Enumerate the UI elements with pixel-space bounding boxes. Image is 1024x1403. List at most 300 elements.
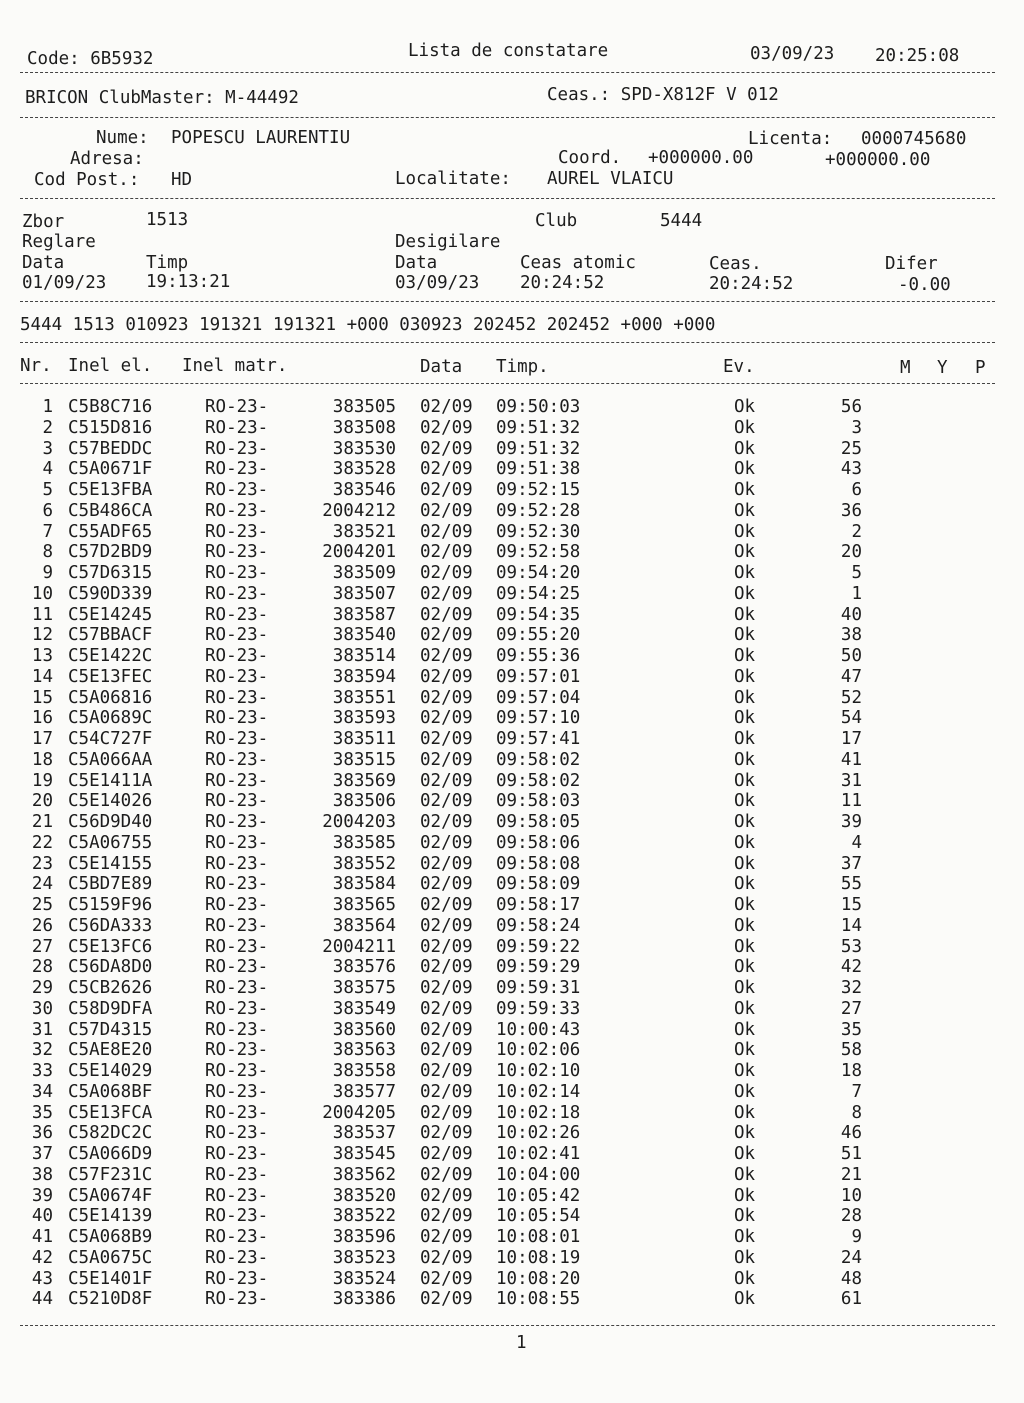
row-number: 38	[31, 1164, 53, 1185]
arrival-date: 02/09	[420, 1061, 473, 1081]
row-number: 33	[31, 1061, 53, 1081]
ring-prefix: RO-23-	[205, 936, 269, 957]
ring-electronic: C5A066AA	[68, 749, 153, 770]
ring-number: 383546	[332, 480, 396, 500]
row-number: 25	[31, 895, 53, 915]
ring-number: 2004205	[322, 1102, 396, 1123]
ring-electronic: C5E13FCA	[68, 1102, 153, 1123]
arrival-date: 02/09	[420, 1164, 473, 1185]
arrival-time: 09:57:10	[496, 708, 581, 729]
event-status: Ok	[734, 770, 756, 791]
row-number: 28	[31, 957, 53, 978]
arrival-date: 02/09	[420, 1019, 473, 1040]
ring-prefix: RO-23-	[205, 1185, 269, 1206]
ring-electronic: C5AE8E20	[68, 1040, 153, 1061]
event-status: Ok	[734, 1247, 756, 1268]
arrival-time: 09:54:35	[496, 604, 581, 625]
arrival-time: 09:57:04	[496, 687, 581, 708]
arrival-date: 02/09	[420, 417, 473, 438]
ring-prefix: RO-23-	[205, 687, 269, 708]
ring-electronic: C5E14245	[68, 604, 153, 625]
col-header-data: Data	[420, 357, 463, 377]
timp-label: Timp	[146, 253, 189, 273]
event-status: Ok	[734, 646, 756, 666]
position: 51	[840, 1144, 862, 1164]
coord-value-2: +000000.00	[825, 150, 931, 170]
col-header-ev: Ev.	[723, 357, 755, 377]
position: 32	[840, 978, 862, 998]
arrival-time: 09:59:29	[496, 957, 581, 978]
ring-electronic: C5A06755	[68, 832, 153, 853]
ring-electronic: C5A06816	[68, 687, 153, 708]
col-header-nr: Nr.	[20, 356, 52, 376]
ring-prefix: RO-23-	[205, 874, 269, 895]
arrival-date: 02/09	[420, 397, 473, 417]
position: 54	[840, 708, 862, 729]
ring-number: 383549	[332, 998, 396, 1019]
ring-prefix: RO-23-	[205, 1061, 269, 1081]
event-status: Ok	[734, 1185, 756, 1206]
ring-electronic: C5E14029	[68, 1061, 153, 1081]
ring-number: 383508	[332, 417, 396, 438]
arrival-date: 02/09	[420, 895, 473, 915]
print-time: 20:25:08	[875, 46, 960, 66]
position: 42	[840, 957, 862, 978]
arrival-time: 10:05:42	[496, 1185, 581, 1206]
ring-prefix: RO-23-	[205, 832, 269, 853]
row-number: 23	[31, 853, 53, 874]
ring-number: 383552	[332, 853, 396, 874]
ring-prefix: RO-23-	[205, 417, 269, 438]
divider	[20, 1325, 995, 1326]
ring-prefix: RO-23-	[205, 459, 269, 480]
ring-number: 383545	[332, 1144, 396, 1164]
position: 56	[840, 397, 862, 417]
ring-electronic: C5A0689C	[68, 708, 153, 729]
coord-value-1: +000000.00	[648, 148, 754, 168]
position: 5	[851, 563, 862, 583]
ring-number: 383537	[332, 1123, 396, 1144]
arrival-time: 10:08:01	[496, 1227, 581, 1247]
ring-number: 2004212	[322, 500, 396, 521]
event-status: Ok	[734, 1102, 756, 1123]
ring-number: 383521	[332, 521, 396, 542]
event-status: Ok	[734, 936, 756, 957]
row-number: 10	[31, 583, 53, 604]
ring-electronic: C57BEDDC	[68, 438, 153, 459]
arrival-date: 02/09	[420, 1268, 473, 1289]
difer-value: -0.00	[898, 275, 951, 295]
ring-number: 383528	[332, 459, 396, 480]
ring-electronic: C5B486CA	[68, 500, 153, 521]
arrival-time: 09:58:05	[496, 812, 581, 832]
ring-electronic: C5A0674F	[68, 1185, 153, 1206]
row-number: 26	[31, 915, 53, 936]
ring-number: 383523	[332, 1247, 396, 1268]
arrival-date: 02/09	[420, 459, 473, 480]
col-header-inel-el: Inel el.	[68, 356, 153, 376]
event-status: Ok	[734, 438, 756, 459]
arrival-time: 09:51:38	[496, 459, 581, 480]
arrival-time: 10:02:26	[496, 1123, 581, 1144]
postcode-value: HD	[171, 170, 193, 190]
event-status: Ok	[734, 1040, 756, 1061]
ring-electronic: C5E14026	[68, 791, 153, 812]
ring-prefix: RO-23-	[205, 1081, 269, 1102]
ring-prefix: RO-23-	[205, 853, 269, 874]
ring-electronic: C54C727F	[68, 729, 153, 749]
event-status: Ok	[734, 625, 756, 646]
position: 48	[840, 1268, 862, 1289]
data-label-2: Data	[395, 253, 438, 273]
arrival-date: 02/09	[420, 936, 473, 957]
event-status: Ok	[734, 563, 756, 583]
ring-electronic: C582DC2C	[68, 1123, 153, 1144]
arrival-time: 09:52:15	[496, 480, 581, 500]
ring-number: 383569	[332, 770, 396, 791]
position: 58	[840, 1040, 862, 1061]
arrival-date: 02/09	[420, 1123, 473, 1144]
arrival-time: 09:54:20	[496, 563, 581, 583]
event-status: Ok	[734, 583, 756, 604]
position: 10	[840, 1185, 862, 1206]
arrival-date: 02/09	[420, 604, 473, 625]
ring-electronic: C5E1401F	[68, 1268, 153, 1289]
ring-electronic: C5E1422C	[68, 646, 153, 666]
ring-electronic: C5A0675C	[68, 1247, 153, 1268]
arrival-time: 10:08:55	[496, 1289, 581, 1310]
document-code: Code: 6B5932	[27, 49, 154, 69]
ring-prefix: RO-23-	[205, 542, 269, 563]
event-status: Ok	[734, 604, 756, 625]
ring-electronic: C57BBACF	[68, 625, 153, 646]
ring-electronic: C55ADF65	[68, 521, 153, 542]
ring-prefix: RO-23-	[205, 708, 269, 729]
arrival-time: 09:52:58	[496, 542, 581, 563]
event-status: Ok	[734, 915, 756, 936]
row-number: 24	[31, 874, 53, 895]
position: 17	[840, 729, 862, 749]
arrival-date: 02/09	[420, 915, 473, 936]
ring-number: 383515	[332, 749, 396, 770]
event-status: Ok	[734, 832, 756, 853]
ring-prefix: RO-23-	[205, 583, 269, 604]
position: 61	[840, 1289, 862, 1310]
postcode-label: Cod Post.:	[34, 170, 140, 190]
arrival-date: 02/09	[420, 978, 473, 998]
arrival-time: 09:59:22	[496, 936, 581, 957]
arrival-date: 02/09	[420, 521, 473, 542]
row-number: 9	[42, 563, 53, 583]
row-number: 44	[31, 1289, 53, 1310]
position: 20	[840, 542, 862, 563]
arrival-date: 02/09	[420, 1144, 473, 1164]
arrival-date: 02/09	[420, 1289, 473, 1310]
summary-line: 5444 1513 010923 191321 191321 +000 030923 202452 202452 +000 +000	[20, 315, 716, 335]
arrival-time: 10:02:18	[496, 1102, 581, 1123]
arrival-time: 10:08:19	[496, 1247, 581, 1268]
position: 41	[840, 749, 862, 770]
ring-electronic: C5E14155	[68, 853, 153, 874]
arrival-date: 02/09	[420, 1102, 473, 1123]
position: 43	[840, 459, 862, 480]
arrival-time: 09:58:02	[496, 749, 581, 770]
arrival-time: 10:05:54	[496, 1206, 581, 1227]
ring-electronic: C5E13FEC	[68, 666, 153, 687]
position: 35	[840, 1019, 862, 1040]
arrival-time: 09:57:01	[496, 666, 581, 687]
row-number: 7	[42, 521, 53, 542]
event-status: Ok	[734, 1019, 756, 1040]
arrival-date: 02/09	[420, 957, 473, 978]
ring-electronic: C5E13FC6	[68, 936, 153, 957]
row-number: 21	[31, 812, 53, 832]
coord-label: Coord.	[558, 148, 622, 168]
position: 28	[840, 1206, 862, 1227]
ring-number: 383562	[332, 1164, 396, 1185]
arrival-time: 09:58:08	[496, 853, 581, 874]
ring-number: 383511	[332, 729, 396, 749]
row-number: 43	[31, 1268, 53, 1289]
ring-prefix: RO-23-	[205, 480, 269, 500]
reglare-label: Reglare	[22, 232, 96, 252]
arrival-date: 02/09	[420, 583, 473, 604]
ring-prefix: RO-23-	[205, 1123, 269, 1144]
document-title: Lista de constatare	[408, 41, 609, 61]
arrival-date: 02/09	[420, 1227, 473, 1247]
arrival-date: 02/09	[420, 438, 473, 459]
ring-number: 383575	[332, 978, 396, 998]
ring-electronic: C5A0671F	[68, 459, 153, 480]
row-number: 18	[31, 749, 53, 770]
ring-electronic: C56DA8D0	[68, 957, 153, 978]
event-status: Ok	[734, 708, 756, 729]
position: 47	[840, 666, 862, 687]
ring-number: 383522	[332, 1206, 396, 1227]
arrival-date: 02/09	[420, 832, 473, 853]
ring-number: 2004211	[322, 936, 396, 957]
arrival-date: 02/09	[420, 853, 473, 874]
difer-label: Difer	[885, 254, 938, 274]
arrival-time: 09:51:32	[496, 438, 581, 459]
arrival-date: 02/09	[420, 1206, 473, 1227]
ring-prefix: RO-23-	[205, 646, 269, 666]
ring-number: 383593	[332, 708, 396, 729]
arrival-time: 09:55:20	[496, 625, 581, 646]
event-status: Ok	[734, 417, 756, 438]
position: 15	[840, 895, 862, 915]
ring-prefix: RO-23-	[205, 812, 269, 832]
col-header-inel-matr: Inel matr.	[182, 356, 288, 376]
row-number: 30	[31, 998, 53, 1019]
position: 8	[851, 1102, 862, 1123]
row-number: 8	[42, 542, 53, 563]
reglare-date: 01/09/23	[22, 273, 107, 293]
ring-prefix: RO-23-	[205, 1268, 269, 1289]
ring-electronic: C56D9D40	[68, 812, 153, 832]
row-number: 22	[31, 832, 53, 853]
ring-number: 383509	[332, 563, 396, 583]
ring-electronic: C5BD7E89	[68, 874, 153, 895]
event-status: Ok	[734, 1164, 756, 1185]
event-status: Ok	[734, 687, 756, 708]
zbor-label: Zbor	[22, 212, 65, 232]
position: 25	[840, 438, 862, 459]
ring-prefix: RO-23-	[205, 1164, 269, 1185]
row-number: 4	[42, 459, 53, 480]
position: 52	[840, 687, 862, 708]
row-number: 5	[42, 480, 53, 500]
event-status: Ok	[734, 666, 756, 687]
event-status: Ok	[734, 874, 756, 895]
ring-electronic: C58D9DFA	[68, 998, 153, 1019]
event-status: Ok	[734, 542, 756, 563]
position: 6	[851, 480, 862, 500]
name-label: Nume:	[96, 128, 149, 148]
ring-number: 383596	[332, 1227, 396, 1247]
ring-number: 383594	[332, 666, 396, 687]
event-status: Ok	[734, 749, 756, 770]
license-number: 0000745680	[861, 129, 967, 149]
event-status: Ok	[734, 998, 756, 1019]
ring-prefix: RO-23-	[205, 978, 269, 998]
position: 3	[851, 417, 862, 438]
ring-prefix: RO-23-	[205, 998, 269, 1019]
arrival-date: 02/09	[420, 749, 473, 770]
arrival-time: 09:58:17	[496, 895, 581, 915]
position: 14	[840, 915, 862, 936]
ring-number: 383386	[332, 1289, 396, 1310]
position: 2	[851, 521, 862, 542]
col-header-y: Y	[937, 358, 948, 378]
locality-label: Localitate:	[395, 169, 511, 189]
arrival-time: 10:08:20	[496, 1268, 581, 1289]
arrival-time: 09:52:28	[496, 500, 581, 521]
arrival-date: 02/09	[420, 729, 473, 749]
row-number: 40	[31, 1206, 53, 1227]
row-number: 42	[31, 1247, 53, 1268]
owner-name: POPESCU LAURENTIU	[171, 128, 351, 148]
ring-prefix: RO-23-	[205, 604, 269, 625]
clock-time: 20:24:52	[709, 274, 794, 294]
data-label: Data	[22, 253, 65, 273]
arrival-time: 09:58:06	[496, 832, 581, 853]
row-number: 35	[31, 1102, 53, 1123]
ring-number: 383563	[332, 1040, 396, 1061]
zbor-value: 1513	[146, 210, 189, 230]
ring-prefix: RO-23-	[205, 895, 269, 915]
row-number: 29	[31, 978, 53, 998]
position: 9	[851, 1227, 862, 1247]
event-status: Ok	[734, 1227, 756, 1247]
ring-prefix: RO-23-	[205, 397, 269, 417]
position: 4	[851, 832, 862, 853]
ring-number: 383585	[332, 832, 396, 853]
event-status: Ok	[734, 500, 756, 521]
arrival-time: 10:00:43	[496, 1019, 581, 1040]
reglare-time: 19:13:21	[146, 272, 231, 292]
arrival-date: 02/09	[420, 480, 473, 500]
ring-prefix: RO-23-	[205, 500, 269, 521]
position: 53	[840, 936, 862, 957]
desigilare-date: 03/09/23	[395, 273, 480, 293]
row-number: 36	[31, 1123, 53, 1144]
arrival-time: 09:59:31	[496, 978, 581, 998]
arrival-time: 10:02:06	[496, 1040, 581, 1061]
ring-prefix: RO-23-	[205, 791, 269, 812]
ring-prefix: RO-23-	[205, 521, 269, 542]
club-value: 5444	[660, 211, 703, 231]
event-status: Ok	[734, 1289, 756, 1310]
position: 36	[840, 500, 862, 521]
event-status: Ok	[734, 459, 756, 480]
ring-prefix: RO-23-	[205, 625, 269, 646]
ring-number: 383587	[332, 604, 396, 625]
ring-electronic: C5E13FBA	[68, 480, 153, 500]
event-status: Ok	[734, 895, 756, 915]
position: 37	[840, 853, 862, 874]
ring-prefix: RO-23-	[205, 957, 269, 978]
col-header-m: M	[900, 358, 911, 378]
arrival-time: 09:54:25	[496, 583, 581, 604]
arrival-date: 02/09	[420, 791, 473, 812]
ring-electronic: C5210D8F	[68, 1289, 153, 1310]
ring-prefix: RO-23-	[205, 438, 269, 459]
ring-electronic: C5159F96	[68, 895, 153, 915]
ring-electronic: C5A068BF	[68, 1081, 153, 1102]
arrival-date: 02/09	[420, 563, 473, 583]
arrival-time: 10:02:14	[496, 1081, 581, 1102]
event-status: Ok	[734, 480, 756, 500]
clock-model: Ceas.: SPD-X812F V 012	[547, 85, 779, 105]
row-number: 6	[42, 500, 53, 521]
arrival-time: 09:51:32	[496, 417, 581, 438]
arrival-time: 10:02:10	[496, 1061, 581, 1081]
ring-prefix: RO-23-	[205, 1247, 269, 1268]
arrival-time: 09:50:03	[496, 397, 581, 417]
position: 21	[840, 1164, 862, 1185]
arrival-date: 02/09	[420, 708, 473, 729]
arrival-time: 09:58:24	[496, 915, 581, 936]
row-number: 19	[31, 770, 53, 791]
ceas-atomic-label: Ceas atomic	[520, 253, 636, 273]
ring-electronic: C590D339	[68, 583, 153, 604]
ring-number: 383507	[332, 583, 396, 604]
ring-electronic: C5A068B9	[68, 1227, 153, 1247]
ring-number: 383551	[332, 687, 396, 708]
row-number: 20	[31, 791, 53, 812]
row-number: 37	[31, 1144, 53, 1164]
arrival-date: 02/09	[420, 1185, 473, 1206]
arrival-time: 09:58:02	[496, 770, 581, 791]
arrival-time: 09:59:33	[496, 998, 581, 1019]
row-number: 15	[31, 687, 53, 708]
arrival-date: 02/09	[420, 874, 473, 895]
row-number: 11	[31, 604, 53, 625]
row-number: 2	[42, 417, 53, 438]
position: 38	[840, 625, 862, 646]
row-number: 27	[31, 936, 53, 957]
ring-number: 2004203	[322, 812, 396, 832]
row-number: 12	[31, 625, 53, 646]
ring-electronic: C5CB2626	[68, 978, 153, 998]
col-header-p: P	[975, 358, 986, 378]
locality-value: AUREL VLAICU	[547, 169, 674, 189]
event-status: Ok	[734, 1206, 756, 1227]
arrival-date: 02/09	[420, 646, 473, 666]
event-status: Ok	[734, 812, 756, 832]
ring-number: 383564	[332, 915, 396, 936]
